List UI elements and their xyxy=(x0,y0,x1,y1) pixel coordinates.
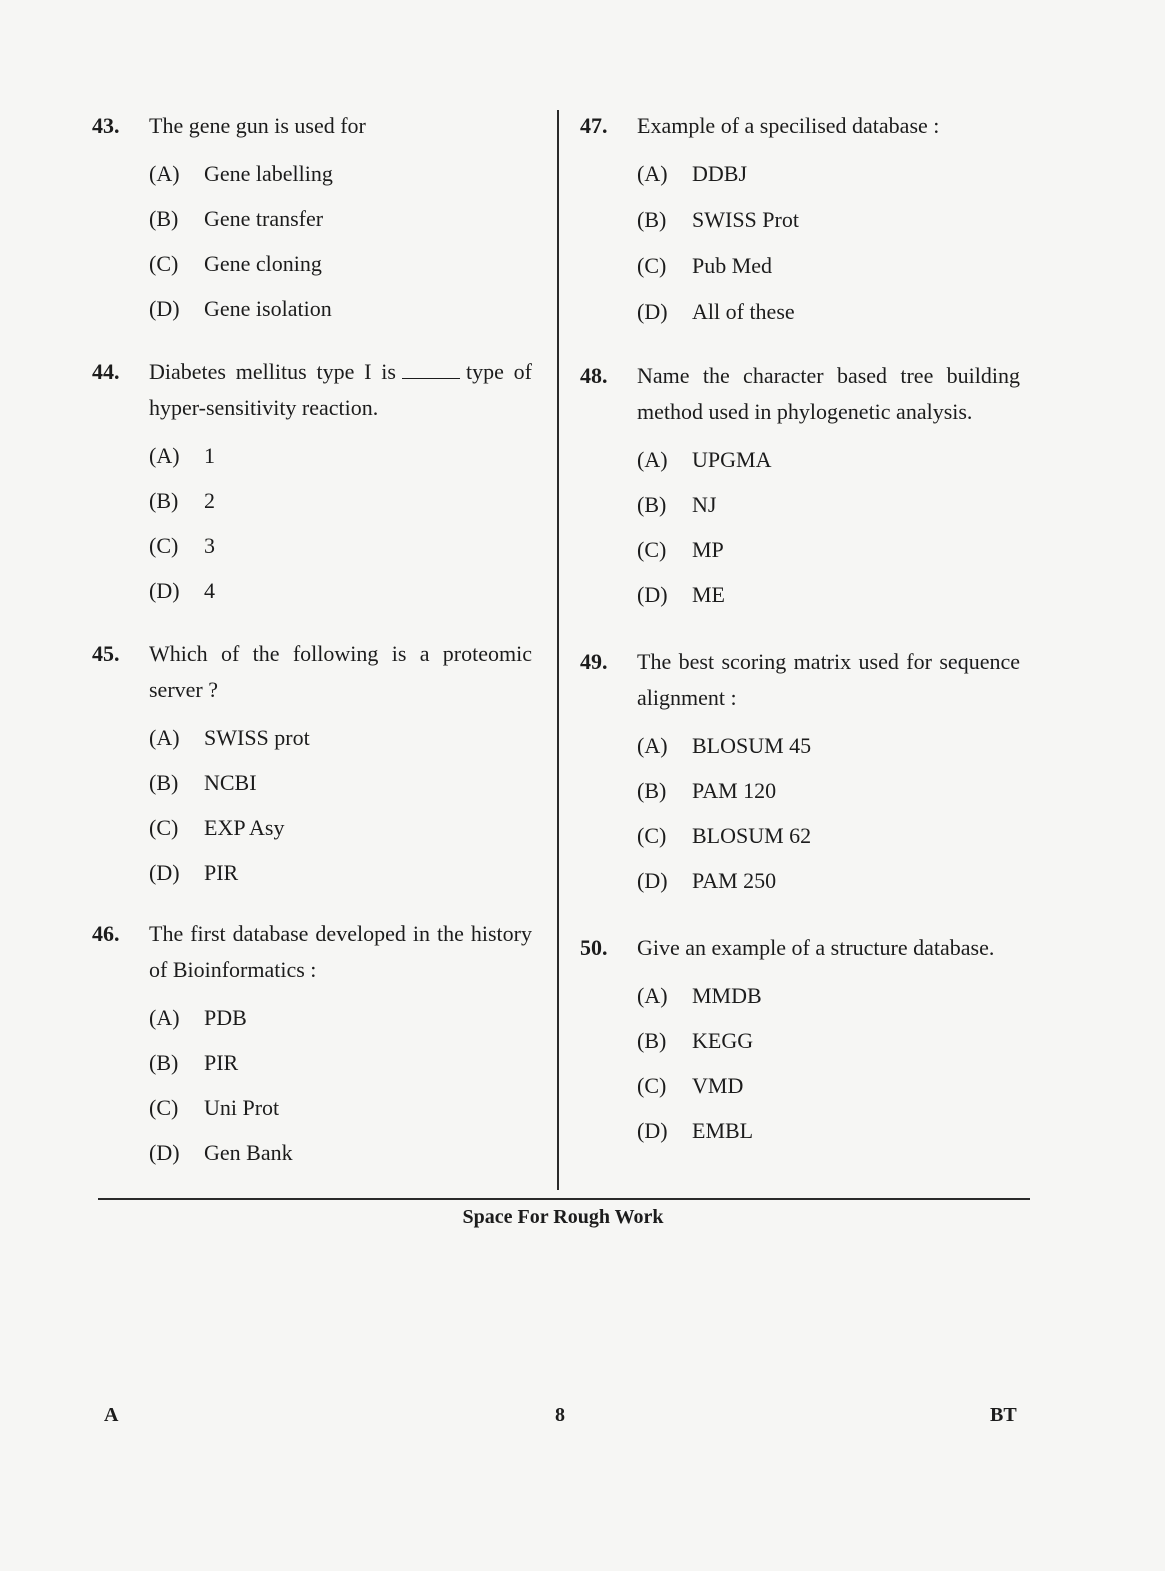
option-a xyxy=(637,159,1020,189)
footer-subject-code: BT xyxy=(990,1404,1017,1426)
option-text: ME xyxy=(692,582,725,607)
rough-work-heading: Space For Rough Work xyxy=(462,1206,664,1228)
option-c xyxy=(637,251,1020,281)
option-a xyxy=(149,159,532,189)
page-number: 8 xyxy=(555,1404,565,1426)
option-d xyxy=(149,858,532,888)
option-text: PAM 250 xyxy=(692,868,777,893)
option-text: Gen Bank xyxy=(204,1140,293,1165)
question-text: The best scoring matrix used for sequence alignment : xyxy=(637,649,1020,710)
option-label: (A) xyxy=(637,447,668,472)
option-d xyxy=(149,576,532,606)
column-divider xyxy=(557,110,559,1190)
option-text: 1 xyxy=(204,443,215,468)
option-text: Pub Med xyxy=(692,253,773,278)
option-b xyxy=(149,204,532,234)
question-45 xyxy=(92,636,532,888)
option-label: (C) xyxy=(637,823,667,848)
question-50 xyxy=(580,930,1020,1146)
option-text: KEGG xyxy=(692,1028,754,1053)
option-label: (A) xyxy=(149,443,180,468)
option-text: Uni Prot xyxy=(204,1095,280,1120)
option-label: (C) xyxy=(149,251,179,276)
option-label: (B) xyxy=(149,1050,179,1075)
option-text: PIR xyxy=(204,1050,239,1075)
option-text: BLOSUM 45 xyxy=(692,733,812,758)
option-label: (B) xyxy=(149,206,179,231)
option-text: PAM 120 xyxy=(692,778,777,803)
option-a xyxy=(149,441,532,471)
question-number: 46. xyxy=(92,921,120,946)
option-label: (A) xyxy=(149,725,180,750)
option-text: UPGMA xyxy=(692,447,772,472)
option-label: (A) xyxy=(637,733,668,758)
option-label: (C) xyxy=(637,537,667,562)
question-number: 43. xyxy=(92,113,120,138)
option-c xyxy=(149,813,532,843)
question-43 xyxy=(92,108,532,324)
option-text: Gene transfer xyxy=(204,206,324,231)
option-label: (D) xyxy=(637,1118,668,1143)
answer-blank xyxy=(402,362,460,379)
option-label: (A) xyxy=(637,161,668,186)
option-b xyxy=(149,486,532,516)
option-text: EXP Asy xyxy=(204,815,285,840)
option-b xyxy=(637,205,1020,235)
option-c xyxy=(637,821,1020,851)
question-44 xyxy=(92,354,532,606)
question-text: Give an example of a structure database. xyxy=(637,935,995,960)
question-text-before: Diabetes mellitus type I is xyxy=(149,359,396,384)
option-label: (D) xyxy=(637,868,668,893)
option-text: NCBI xyxy=(204,770,257,795)
option-text: Gene isolation xyxy=(204,296,332,321)
option-b xyxy=(637,776,1020,806)
question-number: 47. xyxy=(580,113,608,138)
option-text: MP xyxy=(692,537,724,562)
option-label: (C) xyxy=(637,253,667,278)
rough-work-divider xyxy=(98,1198,1030,1200)
option-label: (B) xyxy=(637,207,667,232)
option-text: VMD xyxy=(692,1073,744,1098)
question-number: 50. xyxy=(580,935,608,960)
option-b xyxy=(149,1048,532,1078)
option-c xyxy=(149,249,532,279)
question-46 xyxy=(92,916,532,1168)
option-label: (C) xyxy=(149,815,179,840)
option-text: Gene labelling xyxy=(204,161,333,186)
option-label: (D) xyxy=(637,299,668,324)
option-d xyxy=(637,1116,1020,1146)
option-text: EMBL xyxy=(692,1118,754,1143)
option-a xyxy=(149,1003,532,1033)
option-label: (D) xyxy=(149,860,180,885)
question-number: 49. xyxy=(580,649,608,674)
option-text: 2 xyxy=(204,488,215,513)
question-49 xyxy=(580,644,1020,896)
question-text-after: type of hyper-sensitivity reaction. xyxy=(149,359,532,420)
option-text: BLOSUM 62 xyxy=(692,823,812,848)
option-text: NJ xyxy=(692,492,717,517)
option-a xyxy=(637,981,1020,1011)
option-label: (A) xyxy=(149,161,180,186)
option-label: (C) xyxy=(149,533,179,558)
option-label: (D) xyxy=(149,578,180,603)
footer-series-code: A xyxy=(104,1404,119,1426)
option-label: (B) xyxy=(149,770,179,795)
option-b xyxy=(637,1026,1020,1056)
question-number: 44. xyxy=(92,359,120,384)
question-number: 45. xyxy=(92,641,120,666)
option-c xyxy=(637,1071,1020,1101)
option-label: (A) xyxy=(149,1005,180,1030)
option-label: (B) xyxy=(637,778,667,803)
option-text: DDBJ xyxy=(692,161,748,186)
question-text xyxy=(149,354,532,426)
option-a xyxy=(149,723,532,753)
option-text: MMDB xyxy=(692,983,762,1008)
option-label: (B) xyxy=(149,488,179,513)
option-c xyxy=(149,531,532,561)
option-text: 4 xyxy=(204,578,215,603)
option-text: PDB xyxy=(204,1005,247,1030)
option-text: Gene cloning xyxy=(204,251,322,276)
option-a xyxy=(637,445,1020,475)
question-number: 48. xyxy=(580,363,608,388)
question-text: Example of a specilised database : xyxy=(637,113,940,138)
option-c xyxy=(637,535,1020,565)
question-text: The gene gun is used for xyxy=(149,113,366,138)
option-d xyxy=(637,580,1020,610)
option-label: (B) xyxy=(637,492,667,517)
question-text: Which of the following is a proteomic server ? xyxy=(149,641,532,702)
option-text: 3 xyxy=(204,533,215,558)
option-label: (C) xyxy=(149,1095,179,1120)
option-text: All of these xyxy=(692,299,795,324)
option-b xyxy=(149,768,532,798)
option-c xyxy=(149,1093,532,1123)
option-text: SWISS Prot xyxy=(692,207,799,232)
option-label: (A) xyxy=(637,983,668,1008)
option-label: (D) xyxy=(149,1140,180,1165)
option-a xyxy=(637,731,1020,761)
option-d xyxy=(149,1138,532,1168)
question-48 xyxy=(580,358,1020,610)
option-label: (D) xyxy=(149,296,180,321)
option-d xyxy=(637,866,1020,896)
option-b xyxy=(637,490,1020,520)
question-text: Name the character based tree building method used in phylogenetic analysis. xyxy=(637,363,1020,424)
option-d xyxy=(637,297,1020,327)
option-label: (B) xyxy=(637,1028,667,1053)
option-text: SWISS prot xyxy=(204,725,310,750)
option-label: (D) xyxy=(637,582,668,607)
option-label: (C) xyxy=(637,1073,667,1098)
question-47 xyxy=(580,108,1020,327)
question-text: The first database developed in the history of Bioinformatics : xyxy=(149,921,532,982)
option-d xyxy=(149,294,532,324)
option-text: PIR xyxy=(204,860,239,885)
